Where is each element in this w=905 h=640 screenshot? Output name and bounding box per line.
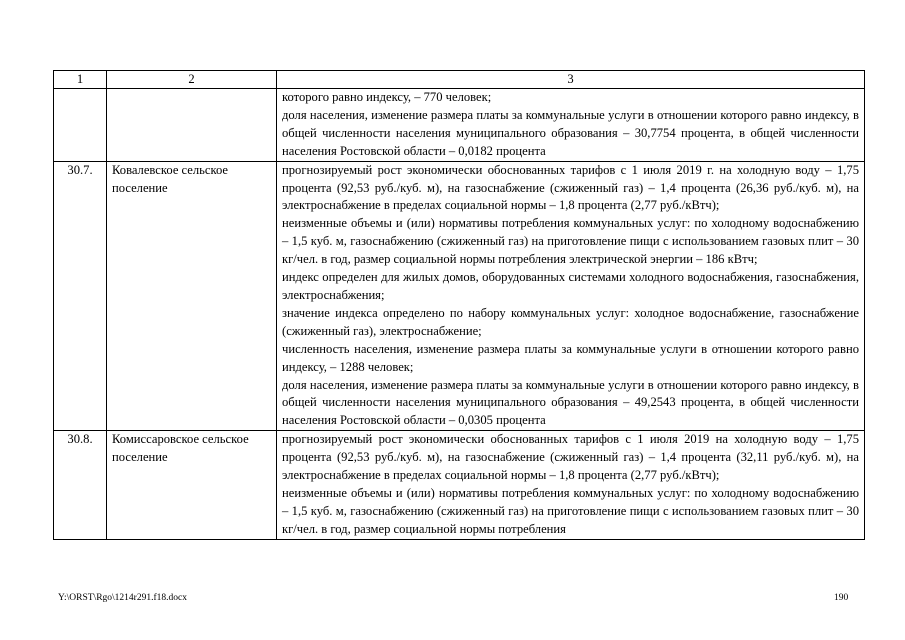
- description-paragraph: значение индекса определено по набору коммунальных услуг: холодное водоснабжение, газоснабжение (сжиженный газ), электроснабжение;: [282, 305, 859, 338]
- footer-page-number: 190: [834, 593, 849, 603]
- table-row: [54, 431, 865, 539]
- header-cell-1: 1: [54, 71, 107, 89]
- header-row: [54, 71, 865, 89]
- description-paragraph: неизменные объемы и (или) нормативы потребления коммунальных услуг: по холодному водоснабжению – 1,5 куб. м, газоснабжению (сжиженный газ) на приготовление пищи с использованием газовых плит – 30 кг/чел. в год, размер социальной нормы потребления электрической энергии – 186 кВтч;: [282, 216, 859, 267]
- table-row: [54, 89, 865, 162]
- municipality-name: Ковалевское сельское поселение: [107, 161, 277, 431]
- municipality-name: Комиссаровское сельское поселение: [107, 431, 277, 539]
- description-paragraph: индекс определен для жилых домов, оборудованных системами холодного водоснабжения, газоснабжения, электроснабжения;: [282, 270, 859, 302]
- description-cell: [277, 431, 865, 539]
- header-cell-3: 3: [277, 71, 865, 89]
- row-number: 30.8.: [54, 431, 107, 539]
- footer-file-path: Y:\ORST\Rgo\1214r291.f18.docx: [58, 593, 187, 603]
- header-cell-2: 2: [107, 71, 277, 89]
- row-number: [54, 89, 107, 162]
- description-paragraph: численность населения, изменение размера платы за коммунальные услуги в отношении которого равно индексу, – 1288 человек;: [282, 341, 859, 374]
- description-paragraph: неизменные объемы и (или) нормативы потребления коммунальных услуг: по холодному водоснабжению – 1,5 куб. м, газоснабжению (сжиженный газ) на приготовление пищи с использованием газовых плит – 30 кг/чел. в год, размер социальной нормы потребления: [282, 485, 859, 536]
- description-paragraph: прогнозируемый рост экономически обоснованных тарифов с 1 июля 2019 на холодную воду – 1,75 процента (92,53 руб./куб. м), на газоснабжение (сжиженный газ) – 1,4 процента (32,11 руб./куб. м), на электроснабжение в пределах социальной нормы – 1,8 процента (2,77 руб./кВтч);: [282, 432, 859, 483]
- table-row: [54, 161, 865, 431]
- description-cell: [277, 89, 865, 162]
- row-number: 30.7.: [54, 161, 107, 431]
- description-paragraph: доля населения, изменение размера платы за коммунальные услуги в отношении которого равно индексу, в общей численности населения муниципального образования – 30,7754 процента, в общей численности населения Ростовской области – 0,0182 процента: [282, 107, 859, 158]
- description-paragraph: доля населения, изменение размера платы за коммунальные услуги в отношении которого равно индексу, в общей численности населения муниципального образования – 49,2543 процента, в общей численности населения Ростовской области – 0,0305 процента: [282, 377, 859, 428]
- tariff-table: [53, 70, 865, 540]
- description-paragraph: которого равно индексу, – 770 человек;: [282, 90, 492, 104]
- description-paragraph: прогнозируемый рост экономически обоснованных тарифов с 1 июля 2019 г. на холодную воду – 1,75 процента (92,53 руб./куб. м), на газоснабжение (сжиженный газ) – 1,4 процента (26,36 руб./куб. м), на электроснабжение в пределах социальной нормы – 1,8 процента (2,77 руб./кВтч);: [282, 162, 859, 213]
- municipality-name: [107, 89, 277, 162]
- description-cell: [277, 161, 865, 431]
